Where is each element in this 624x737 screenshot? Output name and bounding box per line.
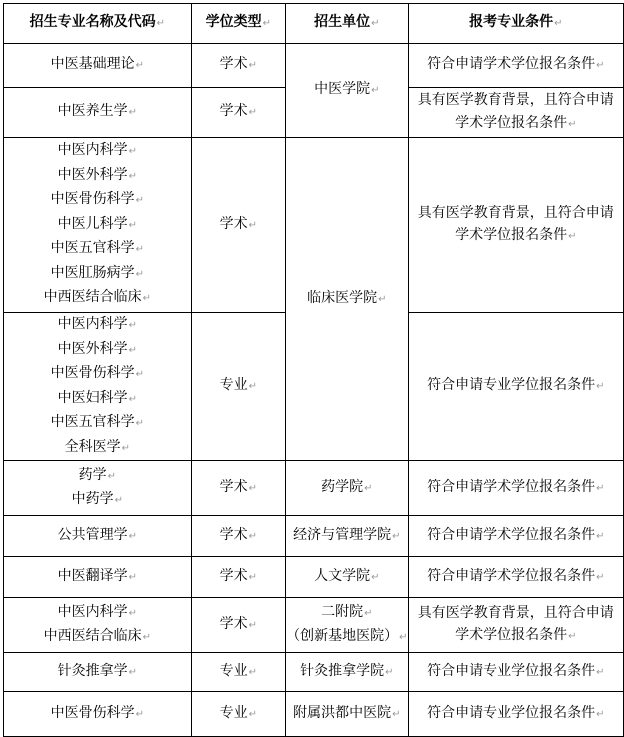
major-cell: 公共管理学↵	[4, 516, 192, 557]
paragraph-mark-icon: ↵	[114, 495, 123, 506]
table-row	[4, 44, 624, 88]
paragraph-mark-icon: ↵	[371, 18, 380, 30]
paragraph-mark-icon: ↵	[135, 369, 144, 380]
degree-type-cell: 专业↵	[191, 692, 286, 737]
unit-cell: 附属洪都中医院↵	[286, 692, 408, 737]
unit-cell: 临床医学院↵	[286, 138, 408, 461]
paragraph-mark-icon: ↵	[392, 530, 401, 542]
paragraph-mark-icon: ↵	[128, 344, 137, 356]
major-cell: 中医内科学↵ 中医外科学↵ 中医骨伤科学↵ 中医妇科学↵ 中医五官科学↵ 全科医学↵	[4, 313, 192, 461]
header-major-name: 招生专业名称及代码↵	[4, 4, 192, 44]
paragraph-mark-icon: ↵	[378, 293, 387, 305]
paragraph-mark-icon: ↵	[248, 619, 258, 631]
paragraph-mark-icon: ↵	[135, 708, 144, 720]
paragraph-mark-icon: ↵	[121, 442, 130, 454]
major-cell: 中医内科学↵ 中西医结合临床↵	[4, 598, 192, 653]
paragraph-mark-icon: ↵	[156, 18, 165, 30]
header-conditions: 报考专业条件↵	[408, 4, 623, 44]
unit-cell: 针灸推拿学院↵	[286, 653, 408, 692]
paragraph-mark-icon: ↵	[248, 666, 258, 678]
paragraph-mark-icon: ↵	[128, 146, 137, 158]
degree-type-cell: 学术↵	[191, 516, 286, 557]
paragraph-mark-icon: ↵	[128, 219, 137, 231]
paragraph-mark-icon: ↵	[135, 418, 144, 429]
paragraph-mark-icon: ↵	[135, 244, 144, 256]
paragraph-mark-icon: ↵	[364, 607, 373, 619]
paragraph-mark-icon: ↵	[371, 85, 380, 97]
paragraph-mark-icon: ↵	[248, 708, 258, 720]
paragraph-mark-icon: ↵	[596, 482, 605, 494]
major-cell: 针灸推拿学↵	[4, 653, 192, 692]
admissions-table	[3, 3, 624, 737]
table-row	[4, 692, 624, 737]
unit-cell: 人文学院↵	[286, 557, 408, 598]
paragraph-mark-icon: ↵	[135, 60, 144, 72]
table-row	[4, 461, 624, 516]
conditions-cell: 符合申请学术学位报名条件↵	[408, 516, 623, 557]
conditions-cell: 符合申请专业学位报名条件↵	[408, 692, 623, 737]
unit-cell: 药学院↵	[286, 461, 408, 516]
table-row	[4, 557, 624, 598]
paragraph-mark-icon: ↵	[596, 530, 605, 542]
conditions-cell: 符合申请学术学位报名条件↵	[408, 461, 623, 516]
paragraph-mark-icon: ↵	[596, 571, 605, 583]
major-cell: 中医翻译学↵	[4, 557, 192, 598]
header-degree-type: 学位类型↵	[191, 4, 286, 44]
conditions-cell: 符合申请专业学位报名条件↵	[408, 653, 623, 692]
paragraph-mark-icon: ↵	[371, 571, 380, 583]
paragraph-mark-icon: ↵	[554, 18, 563, 30]
paragraph-mark-icon: ↵	[128, 607, 137, 619]
paragraph-mark-icon: ↵	[248, 530, 258, 542]
paragraph-mark-icon: ↵	[128, 666, 137, 678]
paragraph-mark-icon: ↵	[107, 470, 116, 482]
conditions-cell: 符合申请专业学位报名条件↵	[408, 313, 623, 461]
paragraph-mark-icon: ↵	[248, 60, 258, 72]
paragraph-mark-icon: ↵	[568, 631, 577, 642]
header-unit: 招生单位↵	[286, 4, 408, 44]
paragraph-mark-icon: ↵	[142, 293, 151, 305]
paragraph-mark-icon: ↵	[596, 60, 605, 72]
table-row	[4, 598, 624, 653]
paragraph-mark-icon: ↵	[128, 107, 137, 119]
paragraph-mark-icon: ↵	[248, 482, 258, 494]
paragraph-mark-icon: ↵	[128, 393, 137, 405]
degree-type-cell: 学术↵	[191, 138, 286, 313]
degree-type-cell: 专业↵	[191, 653, 286, 692]
paragraph-mark-icon: ↵	[128, 170, 137, 182]
paragraph-mark-icon: ↵	[128, 571, 137, 583]
degree-type-cell: 学术↵	[191, 44, 286, 88]
paragraph-mark-icon: ↵	[568, 231, 577, 242]
major-cell: 中医骨伤科学↵	[4, 692, 192, 737]
paragraph-mark-icon: ↵	[262, 18, 272, 30]
major-cell: 中医养生学↵	[4, 88, 192, 138]
paragraph-mark-icon: ↵	[248, 107, 258, 119]
paragraph-mark-icon: ↵	[399, 632, 408, 643]
paragraph-mark-icon: ↵	[128, 530, 137, 542]
major-cell: 中医基础理论↵	[4, 44, 192, 88]
paragraph-mark-icon: ↵	[364, 482, 373, 494]
paragraph-mark-icon: ↵	[392, 708, 401, 720]
major-cell: 中医内科学↵ 中医外科学↵ 中医骨伤科学↵ 中医儿科学↵ 中医五官科学↵ 中医肛肠病学↵ 中西医结合临床↵	[4, 138, 192, 313]
unit-cell: 经济与管理学院↵	[286, 516, 408, 557]
paragraph-mark-icon: ↵	[596, 708, 605, 720]
paragraph-mark-icon: ↵	[248, 219, 258, 231]
degree-type-cell: 学术↵	[191, 461, 286, 516]
paragraph-mark-icon: ↵	[142, 632, 151, 643]
conditions-cell: 具有医学教育背景，且符合申请 学术学位报名条件↵	[408, 88, 623, 138]
conditions-cell: 具有医学教育背景，且符合申请 学术学位报名条件↵	[408, 138, 623, 313]
paragraph-mark-icon: ↵	[248, 381, 258, 393]
paragraph-mark-icon: ↵	[128, 320, 137, 331]
degree-type-cell: 学术↵	[191, 598, 286, 653]
conditions-cell: 符合申请学术学位报名条件↵	[408, 44, 623, 88]
conditions-cell: 具有医学教育背景，且符合申请 学术学位报名条件↵	[408, 598, 623, 653]
paragraph-mark-icon: ↵	[596, 666, 605, 678]
paragraph-mark-icon: ↵	[568, 118, 577, 130]
conditions-cell: 符合申请学术学位报名条件↵	[408, 557, 623, 598]
unit-cell: 中医学院↵	[286, 44, 408, 138]
paragraph-mark-icon: ↵	[385, 666, 394, 678]
degree-type-cell: 专业↵	[191, 313, 286, 461]
paragraph-mark-icon: ↵	[248, 571, 258, 583]
table-row	[4, 653, 624, 692]
major-cell: 药学↵ 中药学↵	[4, 461, 192, 516]
degree-type-cell: 学术↵	[191, 88, 286, 138]
unit-cell: 二附院↵ （创新基地医院）↵	[286, 598, 408, 653]
degree-type-cell: 学术↵	[191, 557, 286, 598]
table-row	[4, 138, 624, 313]
header-row	[4, 4, 624, 44]
paragraph-mark-icon: ↵	[135, 268, 144, 280]
table-row	[4, 516, 624, 557]
paragraph-mark-icon: ↵	[135, 195, 144, 207]
paragraph-mark-icon: ↵	[596, 381, 605, 393]
